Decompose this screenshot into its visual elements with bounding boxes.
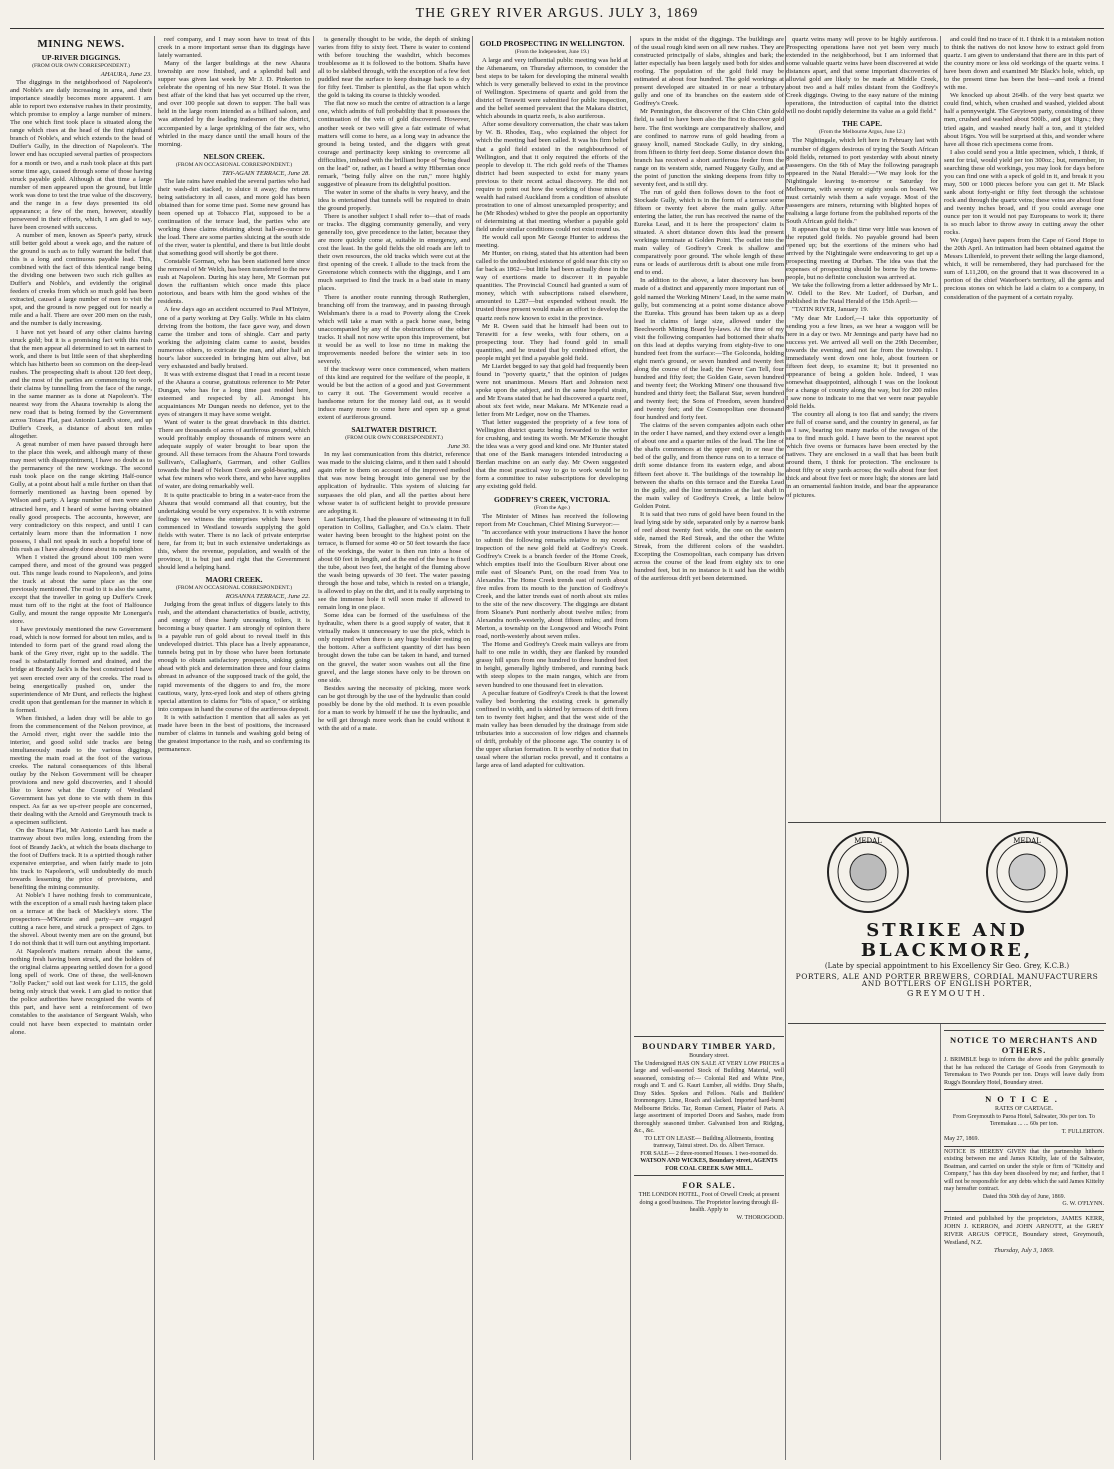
advert-merchants (944, 1030, 1104, 1089)
masthead: THE GREY RIVER ARGUS. JULY 3, 1869 (10, 6, 1104, 29)
paragraph: The claims of the seven companies adjoin each other in the order I have named, and they extend over a length of about one and a quarter miles of the lead. The line of the shafts commences at the upper end, in or near the bed of the gully, and from thence runs on to a terrace of drift some distance from its eastern edge, and about fifteen feet above it. The buildings of the township lie between the shafts on this terrace and the Eureka Lead in the gully, and the line terminates at the last shaft in the main valley of Godfrey's Creek, a little below Golden Point. (634, 422, 784, 510)
paragraph: That letter suggested the propriety of a few tons of Wellington district quartz being forwarded to the writer for crushing, and testing its worth. Mr M'Kenzie thought the idea was a very good and kind one. Mr Hunter stated that one of the Bank managers intended introducing a Berdan machine on an early day. Mr Owen suggested that the most practical way to go to work would be to form a committee to raise subscriptions for developing any existing gold field. (476, 419, 628, 491)
article-body (318, 451, 470, 733)
column-3 (318, 36, 470, 1460)
medal-left-label: MEDAL (853, 837, 882, 845)
article-body (786, 36, 938, 116)
paragraph: Judging from the great influx of diggers lately to this rush, and the attendant characteristics of bustle, activity, and energy of these hardy unceasing toilers, it is becoming a busy quarter. I am strongly of opinion there is a payable run of gold about to reveal itself in this undeveloped district. This place has a lively appearance, tunnels being put in by those who have been fortunate enough to obtain satisfactory prospects, sinking going ahead with pick and determination three and four claims abreast in advance of the supposed track of the gold, the rapid movements of the diggers to and fro, the more cautious, wary, lynx-eyed look and step of others giving special attention to claims for "bits of space," or striking into compass in hand the course of the auriferous deposit. (158, 601, 310, 713)
article-source: (FROM AN OCCASIONAL CORRESPONDENT.) (175, 161, 293, 168)
paragraph: The flat now so much the centre of attraction is a large one, which admits of full probability that it possesses the continuation of the vein of gold discovered. However, another week or two will give a fair estimate of what matters will come to here, as a long way in advance the ground is being tested, and the diggers with great courage and pertinacity keep sinking to overcome all difficulties, imbued with the brilliant hope of "being dead on the lead" or, rather, as I heard a witty Hibernian once remark, "being fully alive on the run," more highly suggestive of pleasure from its delightful position. (318, 100, 470, 188)
article-heading-gold-prospecting: GOLD PROSPECTING IN WELLINGTON. (479, 39, 625, 48)
paragraph: "TATIN RIVER, January 19. (792, 306, 869, 314)
imprint-date: Thursday, July 3, 1869. (994, 1246, 1054, 1254)
article-body (158, 601, 310, 754)
paragraph: "In accordance with your instructions I have the honor to submit the following remarks relative to my recent inspection of the new gold field at Godfrey's Creek. Godfrey's Creek is a branch feeder of the Home Creek, which empties itself into the Goulburn River about one mile east of Sloane's Punt, on the road from Yea to Alexandra. The Home Creek trends east of north about five miles from its mouth to the junction of Godfrey's Creek, and the latter trends east of north about six miles to the site of the new discovery. The diggings are distant from Sloane's Punt northerly about twelve miles; from Alexandra north-westerly, about fifteen miles; and from Merton, a township on the Longwood and Wood's Point road, north-westerly about seven miles. (476, 528, 628, 641)
advert-title: BOUNDARY TIMBER YARD, (642, 1041, 776, 1051)
paragraph: quartz veins many will prove to be highly auriferous. Prospecting operations have not yet been very much extended in the neighborhood, but I am informed that some valuable quartz veins have been discovered at wide distances apart, and that some important discoveries of alluvial gold are likely to be made at Middle Creek, about two and a half miles distant from the Godfrey's Creek diggings. Owing to the easy nature of the mining operations, the introduction of capital into the district will no doubt rapidly determine its value as a gold field." (786, 36, 938, 116)
paragraph: The run of gold then follows down to the foot of Stockade Gully, which is in the form of a terrace some fifteen or twenty feet above the main gully. After entering the latter, the run has received the name of the Eureka Lead, and it is here the prospectors' claim is situated. A short distance down this lead the present workings terminate at Golden Point. The outlet into the main valley of Godfrey's Creek is shallow and comparatively poor ground. The whole length of these runs or leads of auriferous drift is about one mile from end to end. (634, 188, 784, 277)
paragraph: After some desultory conversation, the chair was taken by W. B. Rhodes, Esq., who explained the object for which the meeting had been called. It was his firm belief that a gold field existed in the neighbourhood of Wellington, and that it only required the efforts of the people to develop it. The rich gold reefs of the Thames district had been suspected to exist for many years previous to their recent actual discovery. He did not require to point out how the working of those mines of wealth had raised Auckland from a condition of absolute prostration to one of almost unexampled prosperity; and he (Mr Rhodes) wished to give the people an opportunity of determining at that meeting whether a payable gold field under similar conditions could not exist round us. (476, 121, 628, 233)
advert-sub: Boundary street. (689, 1053, 729, 1059)
medal-right-label: MEDAL (1012, 837, 1041, 845)
paragraph: spurs in the midst of the diggings. The buildings are of the usual rough kind seen on all new rushes. They are constructed principally of slabs, shingles and bark; the latter especially has been largely used both for sides and roofing. The population of the gold field may be estimated at about four hundred. The gold workings at present developed are situated in or near a tributary gully and one of its branches on the eastern side of Godfrey's Creek. (634, 36, 784, 108)
advert-text: J. BRIMBLE begs to inform the above and the public generally that he has reduced the Cartage of Goods from Greymouth to Teremakau to Two Pounds per ton. Drays will leave daily from Rugg's Boundary Hotel, Boundary street. (944, 1057, 1104, 1086)
advert-text: NOTICE IS HEREBY GIVEN that the partnership hitherto existing between me and James Kittelty, late of the Saltwater, Boatman, and carried on under the style or firm of "Kittelty and Company," has this day been dissolved by me; and further, that I will not be responsible for any debts which the said James Kittelty may hereafter contract. (944, 1148, 1104, 1192)
advert-text: From Greymouth to Paroa Hotel, Saltwater, 30s per ton. To Teremakau ... ... 60s per ton. (952, 1113, 1096, 1127)
paragraph: The Minister of Mines has received the following report from Mr Couchman, Chief Mining Surveyor:— (476, 512, 628, 528)
column-rule (154, 36, 155, 1460)
paragraph: When I visited the ground about 100 men were camped there, and most of the ground was pegged out. This range leads round to Napoleon's, and joins the track at about the same place as the one previously mentioned. The road to it is also the same, except that the traveller in going up Duffer's Creek must turn off to the right at the foot of Halfounce Gully, and mount the range opposite Mr Lonergan's store. (10, 553, 152, 626)
paragraph: is generally thought to be wide, the depth of sinking varies from fifty to sixty feet. There is water to contend with before touching the washdirt, which becomes troublesome as it is followed to the bottom. Shafts have all to be slabbed through, with the exception of a few feet puddled near the surface to keep drainage back to a dry for fifty feet. Timber is plentiful, as the flat upon which the gold is taking its course is thickly wooded. (318, 36, 470, 100)
article-heading-nelson-creek: NELSON CREEK. (203, 151, 265, 161)
paragraph: Besides saving the necessity of picking, more work can be got through by the use of the hydraulic than could possibly be done by the old method. It is even possible for a man to work by himself if he use the hydraulic, and he will get through more work than he could without it with the aid of a mate. (318, 684, 470, 732)
paragraph: In addition to the above, a later discovery has been made of a distinct and apparently more important run of gold named the Working Miners' Lead, in the same main gully, but commencing at a point some distance above the Eureka. This ground has been taken up as a deep lead in claims of large size, allowed under the Beechworth Mining Board by-laws. At the time of my visit the following companies had bottomed their shafts on this lead at depths varying from eighty-five to one hundred feet from the surface:—The Golconda, holding eight men's ground, or seven hundred and twenty feet along the course of the lead; the Never Can Tell, four hundred and fifty feet; the Golden Gate, seven hundred and twenty feet; the Working Miners' one thousand five hundred and thirty feet; the Ballarat Star, seven hundred and twenty feet; the Sons of Freedom, seven hundred and twenty feet; and the Cosmopolitan one thousand four hundred and forty feet. (634, 277, 784, 422)
imprint-text: Printed and published by the proprietors, JAMES KERR, JOHN J. KERRON, and JOHN ARNOTT, at the GREY RIVER ARGUS OFFICE, Boundary street, Greymouth, Westland, N.Z. (944, 1214, 1104, 1246)
paragraph: The late rains have enabled the several parties who had their wash-dirt stacked, to sluice it away; the returns being satisfactory in all cases, and more gold has been obtained than for some time past. Some new ground has been opened up at Tobacco Flat, supposed to be a continuation of the terrace lead, the parties who are working these claims obtaining about half-an-ounce to the load. There are some parties sluicing at the south side of the river, water is plentiful, and there is but little doubt that something good will shortly be got there. (158, 177, 310, 258)
column-mining-news (10, 36, 152, 1460)
advert-title: FOR SALE. (682, 1180, 736, 1190)
advert-timber-yard (634, 1036, 784, 1175)
article-body (786, 137, 938, 937)
paragraph: It was with extreme disgust that I read in a recent issue of the Ahaura a course, gratuitous reference to Mr Peter Dungan, who has for a long time past resided here, esteemed and respected by all. Amongst his acquaintances Mr Dungan needs no defence, yet to the eyes of strangers it may have some weight. (158, 370, 310, 419)
article-body (10, 79, 152, 1037)
paragraph: At Noble's I have nothing fresh to communicate, with the exception of a small rush having taken place on a terrace at the back of Mackley's store. The prospectors—M'Kenzie and party—are engaged cutting a race here, and struck a prospect of 2grs. to the shovel. About twenty men are on the ground, but I do not think that it will turn out anything important. (10, 891, 152, 948)
article-body (476, 57, 628, 492)
advert-signature: T. FULLERTON. (1061, 1128, 1104, 1135)
paragraph: We (Argus) have papers from the Cape of Good Hope to the 20th April. An intimation had been obtained against the Messrs Lilienfeld, to prevent their selling the large diamond, which, it will be remembered, they had purchased for the sum of L11,200, on the ground that it was discovered in a portion of the chief Waterboer's territory, all the gems and precious stones on which he laid a claim to a company, in consideration of the payment of a certain royalty. (944, 237, 1104, 301)
paragraph: There is another route running through Rutherglen, branching off from the tramway, and in passing through Welshman's there is a road to Poverty along the Creek which will take a man with a pack horse ease, being unaccompanied by any of the obstructions of the other tracks. It shall not now write upon this improvement, but it would be as well to lose no time in making the improvements needed before the winter sets in too severely. (318, 293, 470, 365)
paragraph: When finished, a laden dray will be able to go from the commencement of the Nelson province, at the Arnold river, right over the saddle into the interior, and good solid side tracks are being simultaneously made to the various diggings, meeting the main road at the foot of the various creeks. The natural consequences of this liberal outlay by the Nelson Government will be cheaper provisions and new gold discoveries, and I should like to know what the County of Westland Government has yet done to vie with them in this respect. As far as we up-river people are concerned, their dealing with the Arnold and Greymouth track is a specimen sufficient. (10, 714, 152, 827)
article-dateline: AHAURA, June 23. (100, 71, 152, 78)
article-dateline: TRY-AGAIN TERRACE, June 28. (222, 169, 310, 177)
article-body (634, 36, 784, 1036)
paragraph: A great number of men have passed through here to the place this week, and although many of these may meet with disappointment, I have no doubt as to the permanency of the new workings. The second rush took place on the range skirting Half-ounce Gully, at a point about half a mile further on than that formerly mentioned as having been opened by Wilson and party. A large number of men were also attracted here, and I heard of some having obtained really good prospects. The accounts, however, are very contradictory on this respect, and until I can certainly learn more than the information I now possess, I shall not speak in such a hopeful tone of this rush as I have already done about its neighbor. (10, 441, 152, 553)
paragraph: Many of the larger buildings at the new Ahaura township are now finished, and a splendid ball and supper was given last week by Mr J. D. Pinkerton to celebrate the opening of his new Star Hotel. It was the best affair of the kind that has yet occurred up the river, and over 100 people sat down to supper. The ball was held in the large room intended as a billiard saloon, and was attended by the leading tradesmen of the district, accompanied by a large sprinkling of the fair sex, who whirled in the mazy dance until the small hours of the morning. (158, 60, 310, 148)
advert-date: May 27, 1869. (944, 1136, 979, 1142)
paragraph: It appears that up to that time very little was known of the reputed gold fields. No payable ground had been opened up; but the exertions of the miners who had arrived by the Nightingale were endeavoring to get up a prospecting meeting at Durban. The idea was that the expenses of prospecting should be borne by the towns-people, but no definite conclusion was arrived at. (786, 225, 938, 282)
advert-hotel-sale (634, 1175, 784, 1224)
article-body (158, 36, 310, 149)
paragraph: Mr Liardet begged to say that gold had frequently been found in "poverty quartz," that the opinion of judges were not unanimous. Messrs Hart and Johnston next spoke upon the subject, and in the same hopeful strain, and Mr Evans stated that he had discovered a quartz reef, about six feet wide, near Makara. Mr M'Kenzie read a letter from Mr Ledger, now on the Thames. (476, 362, 628, 419)
paragraph: A peculiar feature of Godfrey's Creek is that the lowest valley bed bordering the existing creek is generally confined in width, and is skirted by terraces of drift from ten to twenty feet higher, and that the west side of the main valley has been denuded by the drainage from side tributaries into a succession of low ridges and channels of drift, probably of the pliocene age. The country is of the upper silurian formation. It is worthy of notice that in usual where the silurian rocks prevail, and it contains a large area of land adapted for cultivation. (476, 689, 628, 769)
advert-partnership (944, 1146, 1104, 1211)
paragraph: Mr Pennington, the discoverer of the Chin Chin gold field, is said to have been also the first to discover gold here. The first workings are comparatively shallow, and are confined to narrow runs of gold heading from a grassy knoll, named Stockade Gully, in dry sinking, from fifteen to thirty feet deep. Some distance down this branch has received a short auriferous feeder from the range on its western side, named Nuggety Gully, and at the point of junction the sinking deepens from fifty to seventy feet, and is still dry. (634, 108, 784, 188)
article-heading-godfreys-creek: GODFREY'S CREEK, VICTORIA. (494, 494, 610, 504)
paragraph: The country all along is too flat and sandy; the rivers are full of coarse sand, and the country in general, as far as I saw, bearing too many marks of the ravages of the sea to find much gold. I have been to the nearest spot which five ovens or furnaces have been erected by the natives. They are enclosed in a wall that has been built around them, I think for protection. The enclosure is about fifty or sixty yards across; the walls about four feet thick and about five feet or more high; the stones are laid in an ornamental fashion inside, and bear the appearance of pictures. (786, 411, 938, 499)
paragraph: We knocked up about 264lb. of the very best quartz we could find, which, when crushed and washed, yielded about half a pennyweight. The Greytown party, consisting of three men, crushed and washed about 500lb., and got 18grs.; they tried again, and washed nearly half a ton, and it yielded about 16grs. You will be surprised at this, and wonder where have all those rich specimens come from. (944, 92, 1104, 148)
paragraph: Constable Gorman, who has been stationed here since the removal of Mr Welch, has been transferred to the new rush at Napoleon. During his stay here, Mr Gorman put down the ruffianism which once made this place notorious, and bears with him the good wishes of the residents. (158, 258, 310, 306)
advert-for-sale: FOR SALE— 2 three-roomed Houses. 1 two-roomed do. (640, 1150, 778, 1157)
section-heading-mining-news: MINING NEWS. (37, 38, 125, 50)
column-2 (158, 36, 310, 1460)
article-heading-maori-creek: MAORI CREEK. (205, 575, 263, 584)
article-body (158, 178, 310, 572)
column-rule (313, 36, 314, 1460)
paragraph: I also could send you a little specimen, which, I think, if sent for trial, would yield per ton 300oz.; but, remember, in searching these old workings, you may look for days before you can find one with a speck of gold in it, and break it you may, 500 or 1000 pieces before you can get it. Mr Black sank about forty-eight or fifty feet through the schistose rock and through the quartz veins; these veins are about four and twenty inches broad, and if you could average one ounce per ton it would not pay Europeans to work it; there is so much labor to throw away in cutting away the other rocks. (944, 148, 1104, 237)
advert-town: GREYMOUTH. (907, 988, 987, 998)
paragraph: The Home and Godfrey's Creek main valleys are from half to one mile in width, they are flanked by rounded grassy hill spurs from one hundred to three hundred feet in height, generally lightly timbered, and running back with steep slopes to the main ranges, which are from seven hundred to one thousand feet in elevation. (476, 641, 628, 689)
article-source: (From the Independent, June 19.) (514, 49, 590, 55)
column-rule (630, 36, 631, 1460)
advert-text: THE LONDON HOTEL, Foot of Orwell Creek; at present doing a good business. The Proprietor leaving through ill-health. Apply to (638, 1192, 780, 1213)
notices-block (944, 1030, 1104, 1460)
paragraph: Want of water is the great drawback in this district. There are thousands of acres of auriferous ground, which would profitably employ thousands of miners were an adequate supply of water brought to bear upon the ground. All these terraces from the Ahaura Ford towards Sullivan's, Callaghan's, Garrman, and other Gullies towards the head of Nelson Creek are gold-bearing, and what few miners who work there, and who have supplies of water, are doing remarkably well. (158, 419, 310, 491)
paragraph: A number of men, known as Speer's party, struck still better gold about a week ago, and the nature of the ground is such as to fully warrant the belief that this is a long and continuous payable lead. This, combined with the fact of this identical range being the dividing one between two such rich gullies as Duffer's and Noble's, and evidently the original feeders of creeks from which so much gold has been extracted, caused a large number of men to visit the spot, and the ground is now pegged out for nearly a mile and a half. There are over 200 men on the rush, and the number is daily increasing. (10, 231, 152, 328)
column-rule (472, 36, 473, 1460)
column-6 (786, 36, 938, 1460)
paragraph: A large and very influential public meeting was held at the Athenaeum, on Thursday afternoon, to consider the best steps to be taken for developing the mineral wealth which is very generally believed to exist in the province of Wellington. Specimens of quartz and gold from the district of Terawiti were submitted for public inspection, and the belief seemed prevalent that the Makara district, which abounds in quartz reefs, is also auriferous. (476, 57, 628, 121)
paragraph: At Napoleon's matters remain about the same, nothing fresh having been struck, and the holders of the original claims appearing settled down for a good long spell of work. One of these, the well-known "Jolly Packer," sold out last week for L115, the gold being only struck that week. I am glad to notice that the police authorities have recognised the wants of this part, and have sent a reinforcement of two constables to the assistance of Sergeant Walsh, who could not have been expected to maintain order alone. (10, 948, 152, 1036)
paragraph: and could find no trace of it. I think it is a mistaken notion to think the natives do not know how to extract gold from quartz. I am given to understand that there are in this part of the country more or less old workings of the quartz veins. I have been down and examined Mr Black's hole, which, up to the present time has been the best—and took a friend with me. (944, 36, 1104, 92)
article-body (318, 36, 470, 422)
paragraph: The Nightingale, which left here in February last with a number of diggers desirous of trying the South African gold fields, returned to port yesterday with about ninety passengers. On the 6th of May the following paragraph appeared in the Natal Herald:—"We may look for the Nightingale leaving to-morrow or Saturday for Melbourne, with seventy or eighty souls on board. We must certainly wish them a safe voyage. Most of the passengers are miners, returning with blighted hopes of realising a large fortune from the published reports of the South African gold fields." (786, 137, 938, 225)
advert-firm: WATSON AND WICKES, Boundary street, AGENTS FOR COAL CREEK SAW MILL. (640, 1158, 778, 1172)
column-rule (940, 36, 941, 1460)
article-source: (FROM AN OCCASIONAL CORRESPONDENT.) (175, 585, 293, 591)
paragraph: It is quite practicable to bring in a water-race from the Ahaura that would command all that country, but the undertaking would be very expensive. It is with extreme feelings we witness the enterprises which have been commenced in Westland towards supplying the gold fields with water. There is no lack of private enterprise here, far from it; but in such extensive undertakings as this, where the revenue, population, and wealth of the province, it is but just and right that the Government should lend a helping hand. (158, 491, 310, 571)
article-dateline: June 30. (447, 443, 470, 451)
paragraph: Some idea can be formed of the usefulness of the hydraulic, when there is a good supply of water, that it virtually makes it unnecessary to use the pick, which is only required when there is any huge boulder resting on the bottom. After a sufficient quantity of dirt has been brought down the tube can be taken in hand, and turned on the gravel, the water soon washes out all the fine gravel, and the large stones have only to be thrown on one side. (318, 612, 470, 684)
paragraph: Last Saturday, I had the pleasure of witnessing it in full operation in Collins, Gallagher, and Co.'s claim. Their water having been brought to the highest point on the terrace, is flumed for some 40 or 50 feet towards the face of the workings, the water is then run into a hose of about 60 feet in length, and at the end of the hose is fixed the tube, about two feet, the height of the fluming above the wash being upwards of 30 feet. The water passing through the hose and tube, which is rested on a triangle, is allowed to play on the dirt, and it is really surprising to see the immense hole it will soon make if allowed to remain long in one place. (318, 515, 470, 612)
imprint (944, 1211, 1104, 1255)
paragraph: reef company, and I may soon have to treat of this creek in a more important sense than its diggings have lately warranted. (158, 36, 310, 60)
advert-signature: W. THOROGOOD. (736, 1214, 784, 1221)
medal-right-icon (982, 827, 1072, 917)
advert-text: The Undersigned HAS ON SALE AT VERY LOW PRICES a large and well-assorted Stock of Building Material, well seasoned, consisting of:— Colonial Red and White Pine, rough and T. and G. Kauri Lumber, all widths. Dray Shafts, Dray Sides. Spokes and Felloes. Nails and Builders' Ironmongery. Lime, Roach and slacked. Imported hard-burnt Melbourne Bricks. Tar, Roman Cement, Plaster of Paris. A large assortment of imported Doors and Sashes, made from thoroughly seasoned timber. Galvanised Iron and Ridging, &c., &c. (634, 1060, 784, 1134)
article-dateline: ROSANNA TERRACE, June 22. (225, 593, 310, 600)
paragraph: It is with satisfaction I mention that all sales as yet made have been in the best of positions, the increased number of claims in tunnels and washing gold being of the greatest importance to the rush, and so confirming its permanence. (158, 713, 310, 753)
article-body (476, 513, 628, 771)
article-body (944, 36, 1104, 806)
column-4 (476, 36, 628, 1460)
paragraph: A few days ago an accident occurred to Paul M'Intyre, one of a party working at Dry Gully. While in his claim driving from the bottom, the face gave way, and down came the timber and tons of shingle. Carr and party working the adjoining claim came to assist, besides numerous others, to extricate the man, and after half an hour's labor succeeded in bringing him out alive, but very exhausted and badly bruised. (158, 306, 310, 370)
paragraph: If the trackway were once commenced, when matters of this kind are required for the welfare of the people, it would be but the action of a good and just Government to carry it out. The Government would receive a handsome return for the money laid out, as it would induce many more to come here and open up a great extent of auriferous ground. (318, 365, 470, 422)
advert-title: STRIKE AND BLACKMORE, (860, 920, 1034, 961)
advert-strike-blackmore (788, 822, 1106, 1024)
advert-cartage (944, 1089, 1104, 1146)
advert-sub: (Late by special appointment to his Excellency Sir Geo. Grey, K.C.B.) (824, 962, 1070, 970)
advert-line: PORTERS, ALE AND PORTER BREWERS, CORDIAL MANUFACTURERS AND BOTTLERS OF ENGLISH PORTER, (795, 971, 1099, 988)
advert-signature: G. W. O'FLYNN. (1062, 1201, 1104, 1207)
paragraph: It is said that two runs of gold have been found in the lead lying side by side, separated only by a narrow bank of reef about twenty feet wide, the one on the eastern side, named the Red Streak, and the other the White Streak, from the different colors of the washdirt. Excepting the Cosmopolitan, each company has driven across the course of the lead from eighty six to one hundred feet, but in no instance is it said has the width of the auriferous drift yet been determined. (634, 510, 784, 583)
paragraph: I have previously mentioned the new Government road, which is now formed for about ten miles, and is intended to form part of the grand road along the bank of the Grey river, right up to the saddle. The road is substantially formed and drained, and the bridge at Brandy Jack's is the best constructed I have yet seen erected over any of the creeks. The road is being energetically pushed on, under the superintendence of Mr Dunt, and reflects the highest credit upon that gentleman for the manner in which it is formed. (10, 626, 152, 714)
paragraph: The water in some of the shafts is very heavy, and the idea is entertained that tunnels will be required to drain the ground properly. (318, 188, 470, 212)
paragraph: On the Totara Flat, Mr Antonio Lardi has made a tramway about two miles long, extending from the foot of Brandy Jack's, at which the boats discharge to the foot of Duffers track. It is a spirited though rather expensive enterprise, and when fairly made to join his track to Napoleon's, will undoubtedly do much towards lessening the price of provisions, and benefiting the mining community. (10, 827, 152, 891)
paragraph: "My dear Mr Ludorf,—I take this opportunity of sending you a few lines, as we hear a waggon will be here in a day or two. Mr Jennings and party have had no success yet. We arrived all well on the 29th December, towards the evening, and not far from the township. I immediately went down one hole, about fourteen or fifteen feet deep, to examine it; but it presented no appearance of being a golden hole. Indeed, I was somewhat disappointed, although I was on the lookout for a change of country along the way, but for 200 miles I saw none to indicate to me that we were near payable gold fields. (786, 314, 938, 411)
advert-title: NOTICE TO MERCHANTS AND OTHERS. (949, 1035, 1099, 1055)
paragraph: Mr Hunter, on rising, stated that his attention had been called to the undoubted existence of gold near this city so far back as 1862—but little had been actually done in the way of exertions made to discover it in payable quantities. The Provincial Council had granted a sum of money, which with subscriptions raised elsewhere, amounted to L287—but expended without result. He trusted those present would make an effort to develop the quartz reefs now known to exist in the province. (476, 250, 628, 322)
advert-title: NOTICE. (985, 1094, 1063, 1104)
paragraph: I have not yet heard of any other claims having struck gold; but it is a promising fact with this rush that the men appear all determined to set in earnest to work, and there is but little seen of that shepherding which has hitherto been so common on the deep-lead rushes. The prospecting shaft is about 120 feet deep, and the most of the parties are commencing to work their claims by tunnelling from the face of the range, in the same manner as is done at Napoleon's. The nearest way from the Ahaura township is along the new road that is being formed by the Government across Totara Flat, past Antonio Lardi's store, and up Duffer's Creek, a distance of about ten miles altogether. (10, 328, 152, 441)
column-5 (634, 36, 784, 1460)
advert-date: Dated this 30th day of June, 1869. (982, 1193, 1066, 1200)
paragraph: The diggings in the neighborhood of Napoleon's and Noble's are daily increasing in area, and their importance steadily becomes more apparent. I am able to report two extensive rushes in their proximity, which promise to employ a large number of miners. The one which first took place is situated along the range which rises at the head of the first righthand branch of Noble's, and which extends to the head of Duffer's Gully, in the direction of Napoleon's. The lower end has occupied several parties of prospectors for a month or two, and a rush took place at this part some time ago, caused through some of those having struck payable gold. Although at that time a large number of men appeared upon the ground, but little work was done to test the true value of the discovery, and the range in a few days presented its old appearance; a few of the men, however, steadily persevered in their efforts, which, I am glad to say, have been crowned with success. (10, 79, 152, 231)
article-heading-up-river: UP-RIVER DIGGINGS. (41, 53, 121, 62)
article-source: (From the Melbourne Argus, June 12.) (818, 129, 906, 136)
article-source: (FROM OUR OWN CORRESPONDENT.) (32, 63, 130, 69)
paragraph: In my last communication from this district, reference was made to the sluicing claims, and it then said I should again refer to them on account of the improved method that was now being brought into general use by the application of hydraulic. This system of sluicing far surpasses the old plan, and all the parties about here whose water is of sufficient height to provide pressure are adopting it. (318, 451, 470, 515)
medal-left-icon (823, 827, 913, 917)
article-heading-saltwater: SALTWATER DISTRICT. (351, 425, 437, 435)
advert-to-let: TO LET ON LEASE— Building Allotments, fronting tramway, Tainui street. Do. do. Albert Terrace. (644, 1135, 774, 1149)
article-source: (FROM OUR OWN CORRESPONDENT.) (345, 435, 443, 442)
paragraph: He would call upon Mr George Hunter to address the meeting. (476, 234, 628, 250)
article-source: (From the Age.) (534, 504, 570, 511)
advert-logo-row (788, 827, 1106, 917)
paragraph: There is another subject I shall refer to—that of roads or tracks. The digging community generally, and very generally too, give precedence to the latter, because they are more quickly come at, suitable in emergency, and cost the least. In the gold fields the old roads are left to their own resources, the old tracks which were cut at the first opening of the creek. I allude to the track from the Greenstone which connects with the diggings, and I am much surprised to find the track in a bad state in many places. (318, 213, 470, 293)
advert-sub: RATES OF CARTAGE. (995, 1106, 1053, 1112)
article-heading-the-cape: THE CAPE. (841, 119, 882, 129)
paragraph: Mr R. Owen said that he himself had been out to Terawiti for a few weeks, with four others, on a prospecting tour. They had found gold in small quantities, and he trusted that by combined effort, the people might yet find a payable gold field. (476, 322, 628, 362)
paragraph: We take the following from a letter addressed by Mr L. W. Odell to the Rev. Mr Ludorf, of Durban, and published in the Natal Herald of the 15th April:— (786, 282, 938, 306)
